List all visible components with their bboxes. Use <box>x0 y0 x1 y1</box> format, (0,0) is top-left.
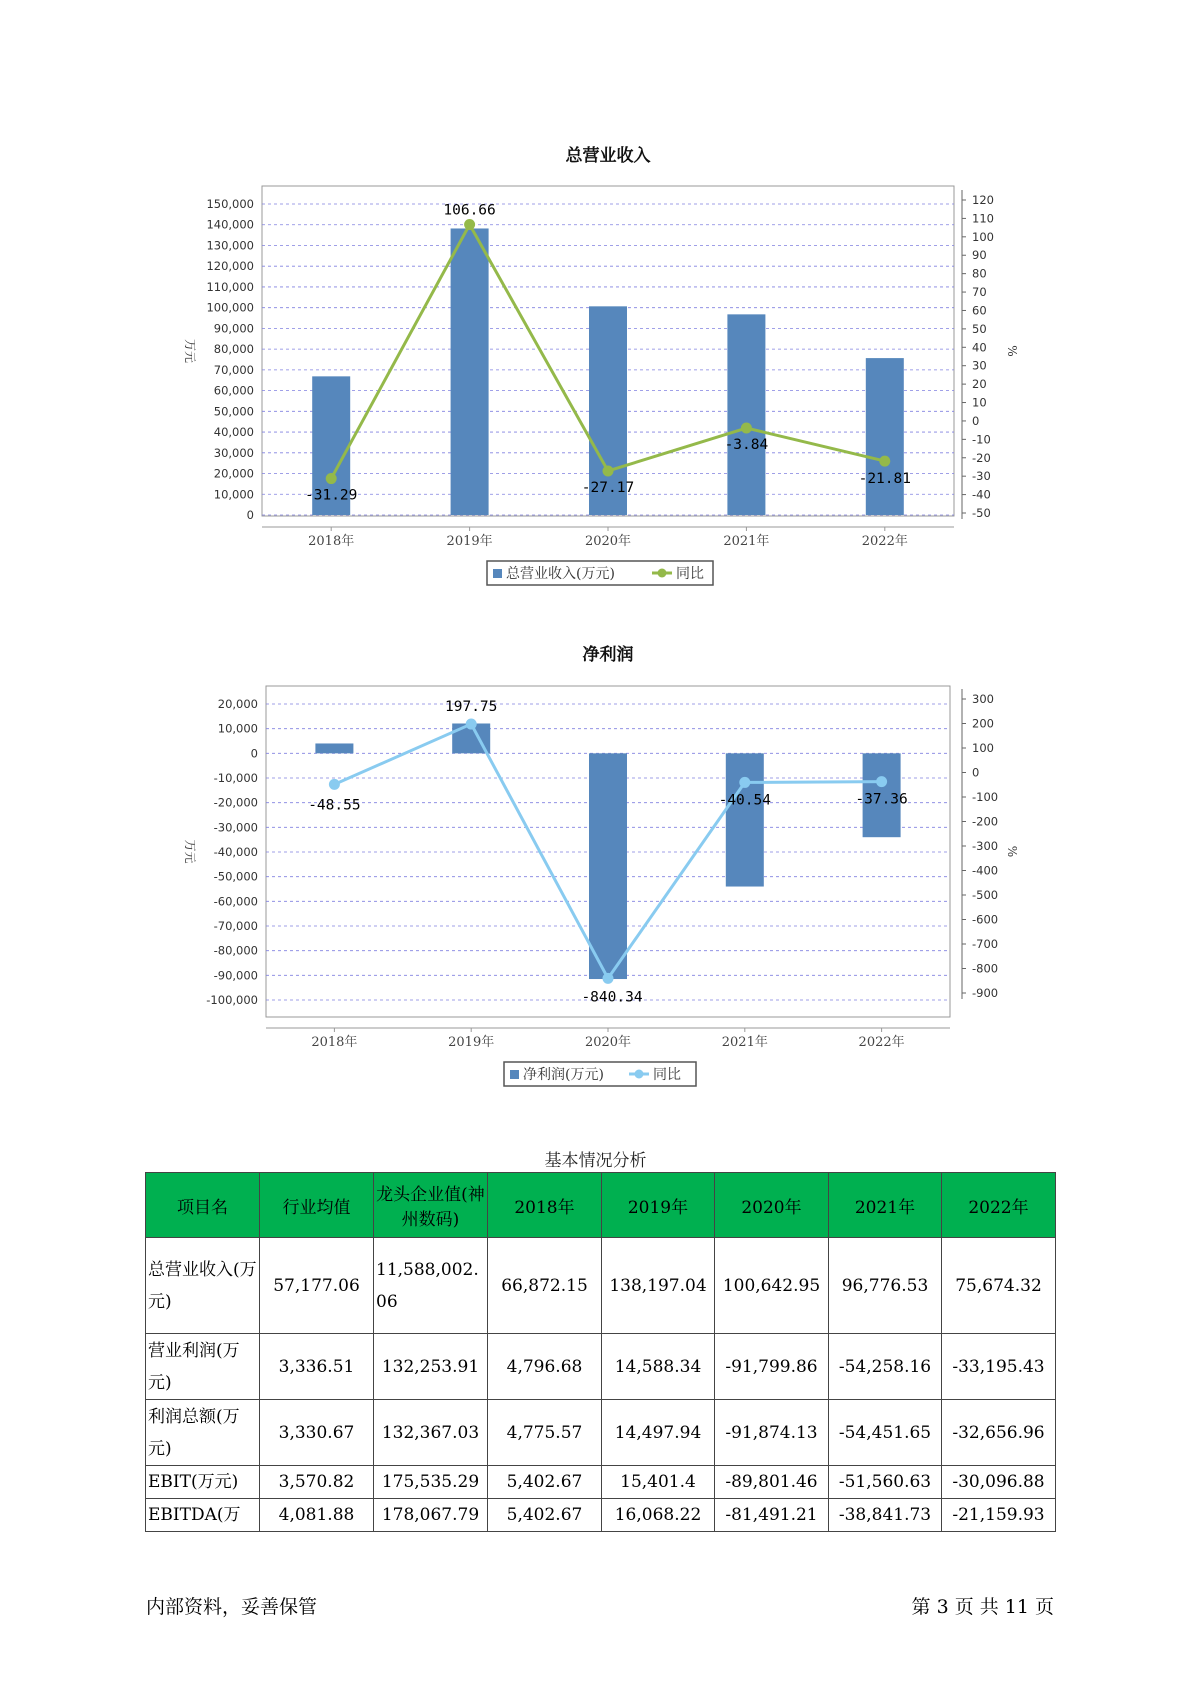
row-label: EBITDA(万 <box>146 1499 260 1532</box>
y-tick-label: 120,000 <box>206 259 254 274</box>
x-tick-label: 2022年 <box>861 534 908 549</box>
yoy-point <box>739 777 750 788</box>
data-label: -27.17 <box>581 479 635 496</box>
y-tick-label: 20,000 <box>213 466 254 481</box>
table-cell: 14,497.94 <box>602 1400 715 1466</box>
table-cell: 4,796.68 <box>488 1334 602 1400</box>
table-row <box>146 1238 1056 1334</box>
data-label: -3.84 <box>724 437 769 454</box>
y-tick-label: -20,000 <box>213 795 258 810</box>
y-tick-label: -10,000 <box>213 771 258 785</box>
table-row <box>146 1400 1056 1466</box>
y-tick-label: 90,000 <box>213 321 254 336</box>
chart-title: 净利润 <box>582 645 634 665</box>
table-cell: 5,402.67 <box>488 1466 602 1499</box>
y2-tick-label: -700 <box>972 937 999 951</box>
table-cell: 75,674.32 <box>942 1238 1056 1334</box>
y2-tick-label: 100 <box>972 741 994 755</box>
table-cell: 3,330.67 <box>260 1400 374 1466</box>
table-cell: 14,588.34 <box>602 1334 715 1400</box>
x-tick-label: 2018年 <box>311 1035 358 1050</box>
y-tick-label: 110,000 <box>206 279 254 294</box>
chart-title: 总营业收入 <box>565 146 651 166</box>
y2-tick-label: 70 <box>972 285 987 300</box>
y2-tick-label: 110 <box>972 211 994 226</box>
table-cell: 5,402.67 <box>488 1499 602 1532</box>
table-cell: 132,253.91 <box>374 1334 488 1400</box>
y-tick-label: 10,000 <box>213 487 254 502</box>
x-tick-label: 2018年 <box>308 534 355 549</box>
footer-note: 内部资料，妥善保管 <box>146 1596 318 1618</box>
y-tick-label: 60,000 <box>213 383 254 398</box>
y2-axis-title: % <box>1005 345 1019 357</box>
data-label: -37.36 <box>855 791 908 808</box>
table-header-row <box>146 1173 1056 1238</box>
y-tick-label: 30,000 <box>213 445 254 460</box>
legend-swatch-point <box>635 1070 644 1079</box>
table-cell: 4,775.57 <box>488 1400 602 1466</box>
data-label: 106.66 <box>443 202 496 219</box>
y-tick-label: -60,000 <box>213 894 258 909</box>
y-tick-label: 20,000 <box>217 697 258 711</box>
header-industry-avg: 行业均值 <box>260 1173 374 1238</box>
row-label: EBIT(万元) <box>146 1466 260 1499</box>
table-cell: -21,159.93 <box>942 1499 1056 1532</box>
y-tick-label: -100,000 <box>206 993 258 1007</box>
table-title: 基本情况分析 <box>544 1151 647 1171</box>
x-tick-label: 2019年 <box>446 534 493 549</box>
table-cell: 138,197.04 <box>602 1238 715 1334</box>
bar <box>315 743 353 753</box>
table-cell: 16,068.22 <box>602 1499 715 1532</box>
y-tick-label: 70,000 <box>213 362 254 377</box>
table-cell: 178,067.79 <box>374 1499 488 1532</box>
x-tick-label: 2020年 <box>584 534 632 549</box>
data-label: -21.81 <box>858 471 911 488</box>
y2-tick-label: 300 <box>972 692 994 706</box>
y2-tick-label: 60 <box>972 303 987 318</box>
table-cell: 57,177.06 <box>260 1238 374 1334</box>
data-label: -840.34 <box>581 989 643 1006</box>
table-row <box>146 1466 1056 1499</box>
y-tick-label: -90,000 <box>213 968 258 983</box>
y2-tick-label: -600 <box>972 912 999 927</box>
y-tick-label: -70,000 <box>213 919 258 933</box>
header-2018: 2018年 <box>488 1173 602 1238</box>
table-cell: -30,096.88 <box>942 1466 1056 1499</box>
y-tick-label: 100,000 <box>206 300 254 315</box>
y2-tick-label: 200 <box>972 716 994 731</box>
table-cell: -54,451.65 <box>829 1400 942 1466</box>
y-axis-title: 万元 <box>183 839 197 864</box>
y2-tick-label: -50 <box>972 506 991 520</box>
y-axis-title: 万元 <box>183 338 197 364</box>
table-cell: -89,801.46 <box>715 1466 829 1499</box>
y2-tick-label: -900 <box>972 986 999 1000</box>
row-label: 利润总额(万元) <box>146 1400 260 1466</box>
row-label: 总营业收入(万元) <box>146 1238 260 1334</box>
data-label: -31.29 <box>305 487 358 504</box>
x-tick-label: 2020年 <box>584 1035 632 1050</box>
y-tick-label: 40,000 <box>213 425 254 440</box>
data-label: -40.54 <box>718 792 771 809</box>
table-cell: 66,872.15 <box>488 1238 602 1334</box>
table-row <box>146 1334 1056 1400</box>
y2-tick-label: 30 <box>972 358 987 373</box>
yoy-point <box>329 779 340 790</box>
yoy-point <box>466 719 477 730</box>
basic-analysis-table <box>145 1172 1056 1532</box>
legend-swatch-bar <box>510 1070 519 1079</box>
y2-tick-label: 20 <box>972 377 987 392</box>
table-cell: 3,570.82 <box>260 1466 374 1499</box>
y2-tick-label: -300 <box>972 839 999 853</box>
y-tick-label: 0 <box>246 508 254 522</box>
legend-label-line: 同比 <box>676 566 704 582</box>
legend-label-bar: 总营业收入(万元) <box>506 566 615 582</box>
y2-tick-label: 100 <box>972 229 994 244</box>
y2-tick-label: 0 <box>972 765 980 780</box>
y-tick-label: 140,000 <box>206 217 254 232</box>
y2-tick-label: -20 <box>972 450 991 465</box>
y-tick-label: 80,000 <box>213 342 254 357</box>
y-tick-label: 130,000 <box>206 238 254 253</box>
y2-tick-label: 120 <box>972 193 994 207</box>
header-2021: 2021年 <box>829 1173 942 1238</box>
y2-tick-label: -30 <box>972 469 991 484</box>
row-label: 营业利润(万元) <box>146 1334 260 1400</box>
y-tick-label: -50,000 <box>213 869 258 884</box>
table-cell: -32,656.96 <box>942 1400 1056 1466</box>
y-tick-label: 10,000 <box>217 721 258 736</box>
header-leader: 龙头企业值(神州数码) <box>374 1173 488 1238</box>
legend-label-bar: 净利润(万元) <box>523 1067 604 1083</box>
x-tick-label: 2021年 <box>721 1035 768 1050</box>
y2-axis-title: % <box>1005 845 1019 858</box>
yoy-point <box>876 776 887 787</box>
y-tick-label: -40,000 <box>213 845 258 859</box>
header-2019: 2019年 <box>602 1173 715 1238</box>
y-tick-label: 50,000 <box>213 404 254 419</box>
y2-tick-label: 0 <box>972 413 980 428</box>
y-tick-label: -80,000 <box>213 943 258 958</box>
x-tick-label: 2022年 <box>858 1035 905 1050</box>
table-cell: -91,799.86 <box>715 1334 829 1400</box>
table-cell: -51,560.63 <box>829 1466 942 1499</box>
y2-tick-label: 90 <box>972 248 987 263</box>
table-cell: 15,401.4 <box>602 1466 715 1499</box>
table-cell: 96,776.53 <box>829 1238 942 1334</box>
bar <box>726 753 764 886</box>
yoy-point <box>603 973 614 984</box>
y-tick-label: -30,000 <box>213 820 258 835</box>
data-label: 197.75 <box>445 699 498 716</box>
y2-tick-label: -10 <box>972 432 991 447</box>
legend-label-line: 同比 <box>653 1067 681 1083</box>
table-cell: 175,535.29 <box>374 1466 488 1499</box>
y2-tick-label: -200 <box>972 814 999 829</box>
header-2020: 2020年 <box>715 1173 829 1238</box>
y2-tick-label: -40 <box>972 487 991 502</box>
y-tick-label: 150,000 <box>206 197 254 211</box>
table-cell: 11,588,002.06 <box>374 1238 488 1334</box>
page-number: 第 3 页 共 11 页 <box>911 1596 1054 1618</box>
table-cell: 3,336.51 <box>260 1334 374 1400</box>
table-cell: -54,258.16 <box>829 1334 942 1400</box>
table-row <box>146 1499 1056 1532</box>
table-cell: -81,491.21 <box>715 1499 829 1532</box>
y2-tick-label: 40 <box>972 340 987 355</box>
x-tick-label: 2021年 <box>723 534 770 549</box>
table-cell: -91,874.13 <box>715 1400 829 1466</box>
y2-tick-label: 80 <box>972 266 987 281</box>
y2-tick-label: -800 <box>972 961 999 976</box>
table-cell: -33,195.43 <box>942 1334 1056 1400</box>
data-label: -48.55 <box>308 797 361 814</box>
table-cell: 4,081.88 <box>260 1499 374 1532</box>
bar <box>589 753 627 979</box>
x-tick-label: 2019年 <box>448 1035 495 1050</box>
header-2022: 2022年 <box>942 1173 1056 1238</box>
table-cell: 100,642.95 <box>715 1238 829 1334</box>
y2-tick-label: -100 <box>972 790 999 804</box>
y-tick-label: 0 <box>250 746 258 761</box>
y2-tick-label: -400 <box>972 863 999 878</box>
y2-tick-label: -500 <box>972 888 999 902</box>
table-cell: -38,841.73 <box>829 1499 942 1532</box>
header-item: 项目名 <box>146 1173 260 1238</box>
table-cell: 132,367.03 <box>374 1400 488 1466</box>
y2-tick-label: 50 <box>972 321 987 336</box>
y2-tick-label: 10 <box>972 395 987 410</box>
